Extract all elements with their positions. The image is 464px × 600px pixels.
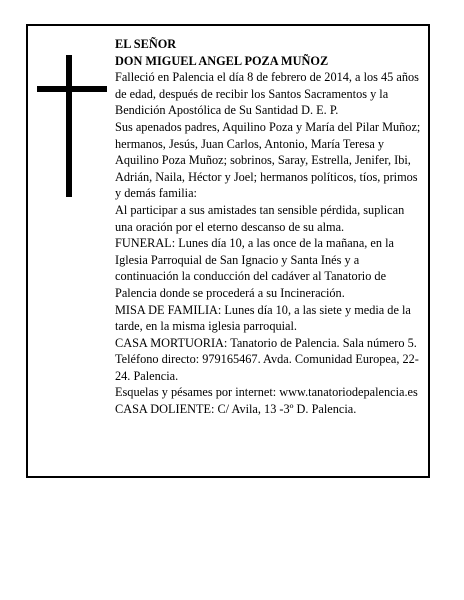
cross-vertical-bar: [66, 55, 72, 197]
funeral-info: FUNERAL: Lunes día 10, a las once de la mañana, en la Iglesia Parroquial de San Ignacio y Santa Inés y a continuación la conducción del cadáver al Tanatorio de Palencia donde se procederá a su Incineración.: [115, 236, 394, 300]
death-announcement: Falleció en Palencia el día 8 de febrero de 2014, a los 45 años de edad, después de recibir los Santos Sacramentos y la Bendición Apostólica de Su Santidad D. E. P.: [115, 70, 419, 118]
heading-title: EL SEÑOR: [115, 37, 177, 51]
prayer-request: Al participar a sus amistades tan sensible pérdida, suplican una oración por el eterno descanso de su alma.: [115, 202, 405, 234]
family-mass-info: MISA DE FAMILIA: Lunes día 10, a las siete y media de la tarde, en la misma iglesia parroquial.: [115, 302, 411, 334]
deceased-name: DON MIGUEL ANGEL POZA MUÑOZ: [115, 53, 329, 68]
cross-horizontal-bar: [37, 86, 107, 92]
obituary-text: [115, 36, 425, 418]
online-condolences: Esquelas y pésames por internet: www.tanatoriodepalencia.es: [115, 385, 418, 400]
funeral-home-info: CASA MORTUORIA: Tanatorio de Palencia. Sala número 5. Teléfono directo: 979165467. Avda. Comunidad Europea, 22-24. Palencia.: [115, 335, 419, 383]
cross-icon: [37, 55, 107, 197]
family-home-info: CASA DOLIENTE: C/ Avila, 13 -3º D. Palencia.: [115, 402, 357, 417]
family-list: Sus apenados padres, Aquilino Poza y María del Pilar Muñoz; hermanos, Jesús, Juan Carlos, Antonio, María Teresa y Aquilino Poza Muñoz; sobrinos, Saray, Estrella, Jenifer, Ibi, Adrián, Naila, Héctor y Joel; hermanos políticos, tíos, primos y demás familia:: [115, 119, 421, 201]
